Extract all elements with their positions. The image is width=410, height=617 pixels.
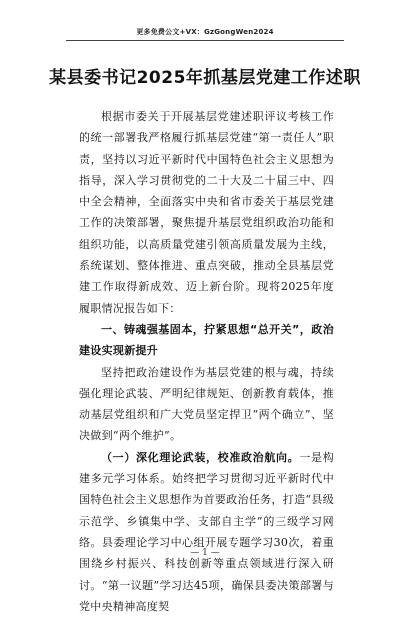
subsection-heading-1: （一）深化理论武装，校准政治航向。 [101,450,300,464]
section-heading-1: 一、铸魂强基固本，拧紧思想“总开关”，政治建设实现新提升 [79,322,334,358]
intro-paragraph: 根据市委关于开展基层党建述职评议考核工作的统一部署我严格履行抓基层党建“第一责任人”职责，坚持以习近平新时代中国特色社会主义思想为指导，深入学习贯彻党的二十大及二十届三中、四中全会精神，全面落实中央和省市委关于基层党建工作的决策部署，聚焦提升基层党组织政治功能和组织功能，以高质量党建引领高质量发展为主线，系统谋划、整体推进、重点突破，推动全县基层党建工作取得新成效、迈上新台阶。现将2025年度履职情况报告如下： [79,110,334,315]
section-1-paragraph: 坚持把政治建设作为基层党建的根与魂，持续强化理论武装、严明纪律规矩、创新教育载体，推动基层党组织和广大党员坚定捍卫“两个确立”、坚决做到“两个维护”。 [79,365,334,443]
subsection-1-paragraph [79,447,334,617]
page-number: — 1 — [190,548,220,558]
header-divider [66,40,344,41]
document-body [79,106,334,617]
header-note: 更多免费公文+VX：GzGongWen2024 [136,28,274,36]
document-title: 某县委书记2025年抓基层党建工作述职 [49,68,361,88]
subsection-1-text: 一是构建多元学习体系。始终把学习贯彻习近平新时代中国特色社会主义思想作为首要政治任务，打造“县级示范学、乡镇集中学、支部自主学”的三级学习网络。县委理论学习中心组开展专题学习30次，着重围绕乡村振兴、科技创新等重点领域进行深入研讨。“第一议题”学习达45项，确保县委决策部署与党中央精神高度契 [79,450,334,613]
